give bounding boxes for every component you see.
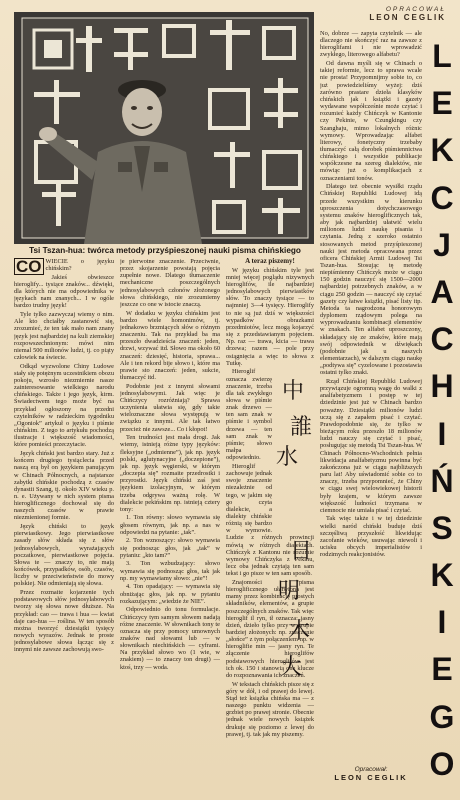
title-letter: S: [431, 509, 453, 546]
credit-bottom-author: LEON CEGLIK: [334, 773, 408, 782]
paragraph: Tyle tylko zazwyczaj wiemy o nim. Ale kto chciałby zastanowić się, zrozumieć, że ten tak mało nam znany język jest najbardziej na kuli ziemskiej rozpowszechnionym: mówi nim niemal 500 milionów ludzi, tj. co piąty człowiek na świecie.: [14, 311, 114, 362]
photo-illustration: [14, 12, 314, 244]
paragraph: 3. Ton wzbudzający: słowo wymawia się podnosząc głos, tak jak np. my wymawiamy słowo: „nie”!: [120, 560, 220, 582]
title-letter: I: [437, 415, 447, 452]
paragraph: je pierwotne znaczenie. Przeciwnie, przez skojarzenie powstają pojęcia zupełnie nowe. Dlatego tłumaczenie mechaniczne poszczególnych jednosylabowych członów złożonego słowa chińskiego, nie zrozumiemy jeszcze co one w istocie znaczą.: [120, 258, 220, 308]
paragraph: W dodatku w języku chińskim jest bardzo wiele homonimów, tj. jednakowo brzmiących słów o różnym znaczeniu. Tak na przykład ba ma przeszło dwadzieścia znaczeń: jeden, drzwi, wzywać itd. Słowo ma około 60 znaczeń: dziesięć, historia, sprawa... Ale i ten rekord bije słowo i, które ma prawie sto znaczeń: jeden, sukcie, tłumaczyć itd.: [120, 309, 220, 381]
title-letter: Ń: [430, 462, 454, 499]
credit-author: LEON CEGLIK: [369, 13, 446, 22]
paragraph: Od dawna myśli się w Chinach o takiej reformie, lecz to sprawa wcale nie prosta! Przypomnijmy sobie to, co już powiedzieliśmy wyżej: dziś zarówno prastare dzieła klasyków chińskich jak i książki i gazety wydawane współcześnie może czytać i rozumieć każdy Chińczyk w Kantonie czy Pekinie, w Czungkingu czy Szanghaju, mimo lokalnych różnic wymowy. Wprowadzając alfabet literowy, fonetyczny trzebaby tłumaczyć całą dorobek piśmiennictwa chińskiego i wszystkie publikacje współczesne na szereg dialektów, nie mówiąc już o komplikacjach z oznaczeniami tonów.: [320, 60, 422, 182]
paragraph: Znajomości pisma hieroglificznego ułatwiona jest mamy przez kombinację prostych składników, elementów, a grupie poszczególnych znaków. Tak więc hieroglif il ryn, tł oznacza: jasny dzień, dzieło tylko przy w grupie bardziej złożonych: np. znaczenie „słońce” z tym połączeniem np. w hieroglifie min — jasny ryn. Te złączenie hieroglifów podstawowych hieroglifów jest ich ok. 150 i stanowią one klucze do rozpoznawania ich znaczeń.: [226, 578, 314, 679]
title-letter: K: [430, 557, 454, 594]
title-letter: L: [432, 38, 452, 74]
photo-teacher-with-characters: [14, 12, 314, 244]
paragraph: Odkąd wyzwolone Chiny Ludowe stały się potężnym uczestnikiem obozu pokoju, wzrosło niezmiernie nasze zainteresowanie wielkiego narodu chińskiego. Także i jego język, kirm. Świadectwem tego może być na przykład ogłoszony na przedni czytelników w radzieckim tygodniku „Ogoniok” artykuł o języku i piśmie chińskim. Z tego to artykułu pochodzą ilustracje i większość wiadomości, które pomieści przeczytacie.: [14, 362, 114, 449]
paragraph: 2. Ton wznoszący: słowo wymawia się podnosząc głos, jak „tak” w pytaniu: „kto tam?”: [120, 537, 220, 559]
paragraph: 1. Ton równy: słowo wymawia się głosem równym, jak np. a nas w odpowiedzi na pytanie: „tak”.: [120, 514, 220, 536]
calligraphy-char: 水: [276, 445, 299, 470]
paragraph: Rząd Chińskiej Republiki Ludowej przywiązuje ogromną wagę do walki z analfabetyzmem i postęp w tej dziedzinie jest już w Chinach bardzo poważny. Dziesiątki milionów ludzi uczą się z zapałem pisać i czytać. Prawdopodobnie się, że tylko w bieżącym roku przeszło 18 milionów ludzi nauczy się czytać i pisać, posługując się metodą Tsi Tszan-hua. W Chinach Północno-Wschodnich pełnia likwidacja analfabetyzmu powinna być zakończona już w ciągu najbliższych paru lat! Aby uświadomić sobie co to znaczy, trzeba przypomnieć, że Chiny w ciągu swej wielowiekowej historii były krajem, w którym zawsze większość ludności trzymana w ciemnocie nie umiała pisać i czytać.: [320, 378, 422, 514]
article-column-1: [14, 258, 114, 798]
paragraph-intro: [14, 258, 114, 276]
title-letter: I: [437, 604, 447, 641]
paragraph: No, dobrze — zapyta czytelnik — ale dlaczego nie skończyć raz na zawsze z hieroglifami i nie wprowadzić zwykłego, literowego alfabetu?: [320, 30, 422, 59]
paragraph: W tekstach chińskich pisze się z góry w dół, i od prawej do lewej. Stąd też książka chińska ma — z naszego punktu widzenia — grzbiet po prawej stronie. Obecnie jednak wiele nowych książek drukuje się poziomo z lewej do prawej, tj. tak jak my piszemy.: [226, 680, 314, 738]
credit-role: OPRACOWAŁ: [385, 6, 446, 13]
paragraph: Język chiński jest bardzo stary. Już z końcem drugiego tysiąclecia przed naszą erą był on językiem panującym w Chinach Północnych, a najstarsze zabytki chińskie pochodzą z czasów dynastii Szang, tj. około XIV wieku p. n. e. Używany w nich system pisma hieroglificznego dochował się do naszych czasów w prawie niezmienionej formie.: [14, 450, 114, 522]
title-letter: O: [429, 745, 455, 782]
title-letter: H: [430, 368, 454, 405]
paragraph: 4. Ton opadający: — wymawia się obniżając głos, jak np. w pytaniu rozkazującym: „wiedzie że NIE”.: [120, 583, 220, 605]
paragraph: Dlatego też obecnie wysiłki rządu Chińskiej Republiki Ludowej idą przede wszystkim w kierunku uproszczenia dotychczasowego systemu znaków hieroglificznych tak, aby jak najbardziej ułatwić wielu milionom ludzi naukę pisania i czytania. Jedną z szeroko ostatnio stosowanych metod przyśpieszonej nauki jest metoda opracowana przez oficera Chińskiej Armii Ludowej Tsi Tszan-hua. Stosując tę metodę niepiśmienny Chińczyk może w ciągu 150 godzin nauczyć się 1500—2000 najbardziej potrzebnych znaków, a w ciągu 250 godzin — nauczyć się czytać gazety czy łatwe książki, pisać listy itp. Metoda ta nagrodzona honorowym dyplomem rządowym polega na wyprowadzaniu kombinacji elementów w znakach. Ten alfabet uproszczony, składający się ze znaków, które mają swój odpowiednik w dźwiękach (podobnie jak u naszych elementarzach), w dalszym ciągu naukę „podtywa się” cyzelowane i pozostawia ostatni tylko znaki.: [320, 183, 422, 377]
calligraphy-char: 中: [282, 379, 305, 404]
title-letter: A: [430, 273, 454, 310]
intro-text: WIECIE o języku chińskim?: [45, 258, 114, 273]
article-column-3: [226, 258, 314, 798]
title-letter: J: [433, 226, 451, 263]
title-letter: E: [431, 85, 453, 122]
paragraph: Hieroglif zachowuje jednak swoje znaczenie niezależnie od tego, w jakim się go czyta dialekcie, a dialekty chińskie różnią się bardzo w wymowie. Ludzie z różnych prowincji mówią w różnych dialektach. Chińczyk z Kantonu nie rozumie wymowy Chińczyka z Pekinu, lecz oba jednak czytają ten sam tekst i go pisze w ten sam sposób.: [226, 462, 314, 578]
paragraph: Język chiński to język pierwiastkowy. Jego pierwiastkowe zasady słów składa się z słów jednosylabowych, wyrażających poczatkowe, pierwiastkowe pojęcia. Słowa te — znaczy to, nie mają końcówek, przypadków, osób, czasów, liczby w przeciwieństwie do mowy polskiej. Nie odmieniają się słowa.: [14, 523, 114, 588]
calligraphy-spacer: [274, 376, 314, 526]
article-column-right: [320, 30, 422, 760]
credit-bottom-role: Opracował:: [354, 766, 388, 773]
drop-cap: CO: [16, 258, 42, 276]
article-column-2: [120, 258, 220, 798]
credit-top: [326, 6, 446, 22]
paragraph: Ten trudności jest mała drogi. Jak wiemy, istnieją różne typy języków: fleksyjne („odmienne”), jak np. język polski, aglutynacyjne („doczepione”), jak np. język węgierski, w którym „doczepia się” rozmaite przedrostki i przyrostki. Język chiński zaś jest językiem izolacyjnym, w którym trzeba odgrywa ważną rolę. W dialekcie pekińskim np. istnieją cztery tony:: [120, 434, 220, 513]
title-letter: C: [430, 179, 454, 216]
calligraphy-char: 誰: [290, 415, 313, 440]
paragraph: Hieroglif oznacza zwierzę znaczenie, trzeba dla tak zwykłego słowa w piśmie znak drzewo — ten sam znak w piśmie i symbol drzewa — ten sam znak w piśmie; słowo małpa odpowiednio.: [226, 368, 272, 462]
paragraph: Odpowiednio do tonu formulacje. Chińczycy tym samym słowem nadają różne znaczenie. W słownikach tony te oznacza się przy pomocy umownych znaków nad słowami lub — w słownikach niechińskich — cyframi. Na przykład słowo wo (1 wie, w znakiem) — to znaczy ton drugi) — ktoś, trzy — woda.: [120, 606, 220, 671]
calligraphy-char: 明: [278, 579, 301, 604]
article-title-vertical: [425, 40, 459, 780]
calligraphy-char: 木: [288, 619, 311, 644]
paragraph: Tak więc także i w tej dziedzinie wielki naród chiński buduje dziś szczęśliwą przyszłość likwidując zacofanie wieków, usuwając niewoli i ucisku obcych imperialistów i rodzimych reakcjonistów.: [320, 515, 422, 559]
paragraph: Jakieś obwieszce hieroglify... tysiące znaków... dźwięki, dla których nie ma odpowiednika w językach nam znanych... I w ogóle bardzo trudny język!: [14, 273, 114, 310]
paragraph: W języku chińskim tyle jest mniej więcej poglądu nizywnych hieroglifów, ile najbardziej jednosylabowych pierwiastków słów. To znaczy tysiące — to najmniej 3—4 tysięcy. Hieroglify to nie są już dziś w większości wypadków obrazkami przedmiotów, lecz mogą kojarzyć się z przedstawianym pojęciem. Np. raz — trawa, kicia — trawa drzewa; razem — pole przy osiągnięcia a więc to słowa z Tutkę.: [226, 266, 314, 367]
paragraph: Podobnie jest z innymi słowami jednosylabowymi. Jak więc je Chińczycy rozróżniają? Sprawa uczynienia ułatwia się, gdy takie wieloznaczne słowa występują w związku z innymi. Ale tak łatwo przecież nie zawsze... Co i kłopot!: [120, 382, 220, 433]
section-heading: A teraz piszemy!: [245, 258, 295, 265]
title-letter: E: [431, 651, 453, 688]
title-letter: C: [430, 321, 454, 358]
calligraphy-char: 大: [280, 655, 303, 680]
title-letter: G: [429, 698, 455, 735]
photo-caption: Tsi Tszan-hua: twórca metody przyśpieszonej nauki pisma chińskiego: [29, 246, 301, 255]
credit-bottom: [320, 766, 422, 782]
paragraph: Przez rozmaite kojarzenie tych podstawowych słów jednosylabowych tworzy się słowa nowe dłuższe. Na przykład: cao — trawa i hua — kwiat daje cao-hua — roślina. W ten sposób można tworzyć dziesiątki tysięcy nowych wyrazów. Jednak te proste jednosylabowe słowa łącząc się z innymi nie zawsze zachowują swo-: [14, 589, 114, 654]
title-letter: K: [430, 132, 454, 169]
calligraphy-char: 日: [290, 539, 313, 564]
